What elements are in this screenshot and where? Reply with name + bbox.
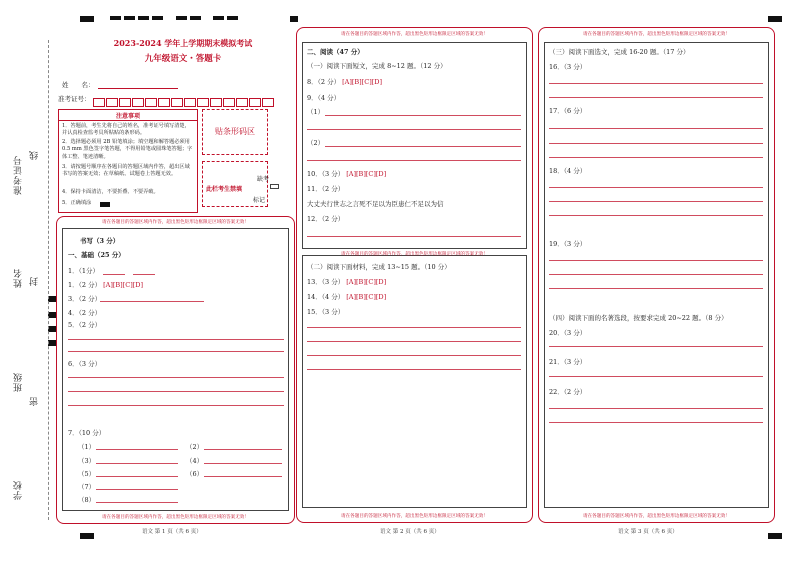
answer-line[interactable]: [68, 391, 284, 392]
notice-top-2: 请在各题目的答题区域内作答，超出黑色矩形边框限定区域的答案无效！: [340, 32, 488, 37]
sub-question: （3）: [78, 457, 96, 465]
answer-line[interactable]: [549, 288, 763, 289]
answer-line[interactable]: [549, 187, 763, 188]
sub-question: （8）: [78, 496, 96, 504]
exam-title: 2023-2024 学年上学期期末模拟考试: [113, 38, 253, 48]
answer-line[interactable]: [325, 146, 521, 147]
page-footer-2: 语文 第 2 页（共 6 页）: [380, 529, 440, 535]
side-label-exam-id: 准考证号: [14, 155, 24, 195]
writing-score: 书写（3 分）: [80, 237, 120, 245]
sub-question: （2）: [307, 139, 325, 147]
question-21: 21．（3 分）: [549, 358, 587, 366]
question-15: 15．（3 分）: [307, 308, 345, 316]
answer-line[interactable]: [96, 463, 178, 464]
absent-label: 此栏考生禁填: [206, 186, 243, 193]
answer-line[interactable]: [204, 449, 282, 450]
choice-options[interactable]: [A][B][C][D]: [346, 170, 387, 178]
sub-question: （4）: [186, 457, 204, 465]
question-7: 7．（10 分）: [68, 429, 106, 437]
answer-line[interactable]: [549, 422, 763, 423]
sub-question: （1）: [307, 108, 325, 116]
answer-line[interactable]: [100, 301, 204, 302]
question-14: 14．（4 分） [A][B][C][D]: [307, 293, 387, 301]
answer-line[interactable]: [307, 341, 521, 342]
question-22: 22．（2 分）: [549, 388, 587, 396]
choice-options[interactable]: [A][B][C][D]: [346, 278, 387, 286]
answer-line[interactable]: [96, 489, 178, 490]
reading-part-3: （三）阅读下面选文，完成 16-20 题。（17 分）: [549, 48, 690, 56]
question-18: 18．（4 分）: [549, 167, 587, 175]
registration-mark: [80, 16, 94, 22]
section-basics: 一、基础（25 分）: [68, 251, 125, 259]
question-12: 12．（2 分）: [307, 215, 345, 223]
reading-part-4: （四）阅读下面的名著选段，按要求完成 20~22 题。（8 分）: [549, 314, 728, 322]
sub-question: （1）: [78, 443, 96, 451]
exam-id-label: 准考证号：: [58, 95, 91, 103]
answer-line[interactable]: [325, 115, 521, 116]
note-item: 2．选择题必须用 2B 铅笔填涂；填空题和解答题必须用 0.5 mm 黑色签字笔答题，不得用铅笔或圆珠笔答题；字体工整、笔迹清晰。: [62, 139, 193, 160]
question-8: 8．（2 分） [A][B][C][D]: [307, 78, 383, 86]
absent-que: 缺考: [257, 176, 270, 183]
answer-line[interactable]: [549, 376, 763, 377]
page-footer-3: 语文 第 3 页（共 6 页）: [618, 529, 678, 535]
answer-line[interactable]: [549, 83, 763, 84]
registration-mark: [227, 16, 238, 20]
exam-subtitle: 九年级语文・答题卡: [144, 54, 222, 64]
question-19: 19．（3 分）: [549, 240, 587, 248]
notice-mid-2: 请在各题目的答题区域内作答，超出黑色矩形边框限定区域的答案无效！: [340, 252, 488, 257]
registration-mark: [48, 312, 56, 318]
notice-top-1: 请在各题目的答题区域内作答，超出黑色矩形边框限定区域的答案无效！: [101, 220, 249, 225]
registration-mark: [213, 16, 224, 20]
barcode-label: 贴条形码区: [215, 127, 255, 136]
question-3: 3．（2 分）: [68, 295, 102, 303]
reading-part-1: （一）阅读下面短文，完成 8~12 题。（12 分）: [307, 62, 447, 70]
registration-mark: [124, 16, 135, 20]
question-11: 11．（2 分）: [307, 185, 345, 193]
absent-checkbox[interactable]: [270, 184, 279, 189]
notes-title-divider: [58, 120, 198, 121]
answer-line[interactable]: [549, 260, 763, 261]
registration-mark: [48, 340, 56, 346]
note-item: 5．正确填涂: [62, 200, 92, 206]
answer-line[interactable]: [96, 449, 178, 450]
registration-mark: [152, 16, 163, 20]
note-item: 4．保持卡面清洁，不要折叠、不要弄破。: [62, 189, 159, 195]
answer-line[interactable]: [549, 346, 763, 347]
notice-bottom-1: 请在各题目的答题区域内作答，超出黑色矩形边框限定区域的答案无效！: [101, 515, 249, 520]
name-label: 姓 名：: [62, 81, 95, 89]
registration-mark: [48, 296, 56, 302]
answer-line[interactable]: [549, 97, 763, 98]
choice-options[interactable]: [A][B][C][D]: [342, 78, 383, 86]
answer-line[interactable]: [307, 355, 521, 356]
registration-mark: [190, 16, 201, 20]
choice-options[interactable]: [A][B][C][D]: [346, 293, 387, 301]
answer-line[interactable]: [96, 502, 178, 503]
choice-options[interactable]: [A][B][C][D]: [103, 281, 144, 289]
answer-line[interactable]: [133, 274, 155, 275]
side-label-seal: 封: [30, 276, 40, 286]
answer-line[interactable]: [549, 201, 763, 202]
question-10: 10．（3 分） [A][B][C][D]: [307, 170, 387, 178]
answer-line[interactable]: [549, 215, 763, 216]
answer-line[interactable]: [549, 128, 763, 129]
side-label-secret: 密: [30, 396, 40, 406]
answer-line[interactable]: [68, 377, 284, 378]
question-6: 6．（3 分）: [68, 360, 102, 368]
side-label-name: 姓名: [14, 268, 24, 288]
answer-line[interactable]: [549, 157, 763, 158]
filled-sample: [100, 202, 110, 207]
sub-question: （7）: [78, 483, 96, 491]
answer-line[interactable]: [68, 351, 284, 352]
registration-mark: [176, 16, 187, 20]
answer-line[interactable]: [307, 129, 521, 130]
side-label-class: 班级: [14, 372, 24, 392]
note-item: 3．请按题号顺序在各题目的答题区域内作答，超出区域书写的答案无效；在草稿纸、试题卷上答题无效。: [62, 164, 190, 178]
sub-question: （5）: [78, 470, 96, 478]
question-11-text: 大丈夫行世志之言死不足以为臣患仁不足以为信: [307, 200, 444, 208]
answer-line[interactable]: [549, 408, 763, 409]
answer-line[interactable]: [204, 476, 282, 477]
registration-mark: [48, 326, 56, 332]
question-5: 5．（2 分）: [68, 321, 102, 329]
question-2: 1．（2 分） [A][B][C][D]: [68, 281, 144, 289]
side-label-school: 学校: [14, 480, 24, 500]
answer-line[interactable]: [204, 463, 282, 464]
section-reading: 二、阅读（47 分）: [307, 48, 364, 56]
binding-line: [48, 40, 49, 520]
registration-mark: [138, 16, 149, 20]
question-20: 20．（3 分）: [549, 329, 587, 337]
reading-part-2: （二）阅读下面材料，完成 13~15 题。（10 分）: [307, 263, 451, 271]
note-item: 1．答题前，考生先将自己的姓名，准考证号填写清楚，并认真检查监考员所粘贴的条形码。: [62, 123, 190, 137]
question-17: 17．（6 分）: [549, 107, 587, 115]
registration-mark: [768, 16, 782, 22]
sub-question: （2）: [186, 443, 204, 451]
answer-line[interactable]: [307, 369, 521, 370]
side-label-line: 线: [30, 150, 40, 160]
registration-mark: [290, 16, 298, 22]
answer-line[interactable]: [68, 405, 284, 406]
registration-mark: [110, 16, 121, 20]
name-field[interactable]: [98, 88, 178, 89]
answer-line[interactable]: [68, 339, 284, 340]
answer-line[interactable]: [549, 274, 763, 275]
notice-bottom-2: 请在各题目的答题区域内作答，超出黑色矩形边框限定区域的答案无效！: [340, 514, 488, 519]
question-13: 13．（3 分） [A][B][C][D]: [307, 278, 387, 286]
question-9: 9．（4 分）: [307, 94, 341, 102]
answer-line[interactable]: [307, 236, 521, 237]
registration-mark: [768, 533, 782, 539]
registration-mark: [80, 533, 94, 539]
question-16: 16．（3 分）: [549, 63, 587, 71]
answer-line[interactable]: [307, 327, 521, 328]
sub-question: （6）: [186, 470, 204, 478]
absent-biaoji: 标记: [253, 197, 266, 204]
notice-bottom-3: 请在各题目的答题区域内作答，超出黑色矩形边框限定区域的答案无效！: [582, 514, 730, 519]
notes-title: 注意事项: [115, 113, 140, 120]
question-1: 1．（1分）: [68, 267, 100, 275]
notice-top-3: 请在各题目的答题区域内作答，超出黑色矩形边框限定区域的答案无效！: [582, 32, 730, 37]
answer-line[interactable]: [103, 274, 125, 275]
question-4: 4．（2 分）: [68, 309, 102, 317]
page-footer-1: 语文 第 1 页（共 6 页）: [142, 529, 202, 535]
answer-line[interactable]: [549, 143, 763, 144]
answer-line[interactable]: [96, 476, 178, 477]
answer-line[interactable]: [307, 160, 521, 161]
